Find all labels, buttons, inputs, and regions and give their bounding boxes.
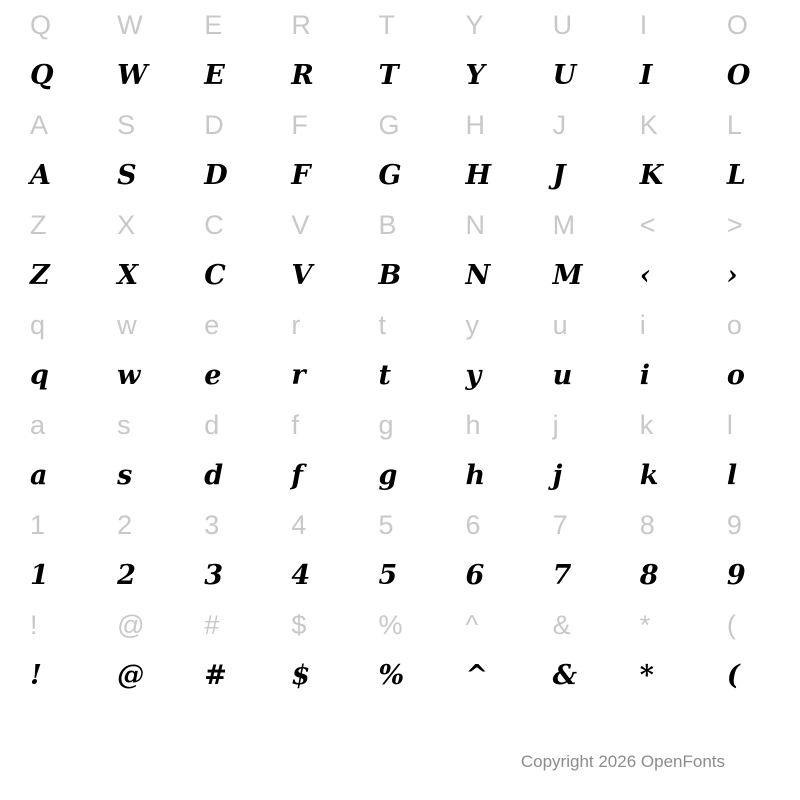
glyph-cell: d xyxy=(204,409,220,440)
glyph-cell: & xyxy=(552,659,578,691)
glyph-cell: 6 xyxy=(465,509,481,540)
glyph-cell: ^ xyxy=(465,659,489,691)
glyph-row xyxy=(0,600,800,650)
glyph-cell: H xyxy=(465,159,492,191)
glyph-cell: l xyxy=(726,459,738,491)
glyph-cell: # xyxy=(204,659,227,691)
glyph-cell: W xyxy=(117,9,143,40)
glyph-cell: f xyxy=(291,459,303,491)
glyph-cell: ‹ xyxy=(639,259,651,291)
glyph-row xyxy=(0,50,800,100)
glyph-row xyxy=(0,200,800,250)
glyph-cell: ( xyxy=(726,609,736,640)
glyph-cell: I xyxy=(639,9,648,40)
glyph-row xyxy=(0,450,800,500)
glyph-cell: F xyxy=(291,159,311,191)
glyph-cell: G xyxy=(378,159,402,191)
glyph-cell: O xyxy=(726,59,751,91)
glyph-cell: a xyxy=(30,459,48,491)
glyph-cell: f xyxy=(291,409,299,440)
glyph-cell: S xyxy=(117,109,136,140)
glyph-cell: y xyxy=(465,359,482,391)
glyph-cell: B xyxy=(378,209,397,240)
glyph-cell: Q xyxy=(30,9,52,40)
glyph-row xyxy=(0,150,800,200)
glyph-cell: 8 xyxy=(639,559,659,591)
glyph-cell: 4 xyxy=(291,509,307,540)
glyph-cell: O xyxy=(726,9,748,40)
glyph-cell: @ xyxy=(117,609,145,640)
glyph-cell: u xyxy=(552,359,573,391)
glyph-row xyxy=(0,400,800,450)
copyright-notice: Copyright 2026 OpenFonts xyxy=(520,752,725,771)
glyph-cell: 7 xyxy=(552,509,568,540)
glyph-cell: r xyxy=(291,359,306,391)
glyph-cell: t xyxy=(378,359,391,391)
glyph-cell: T xyxy=(378,59,399,91)
glyph-cell: 1 xyxy=(30,559,49,591)
glyph-cell: ^ xyxy=(465,609,479,640)
glyph-cell: h xyxy=(465,459,486,491)
glyph-cell: * xyxy=(639,659,654,691)
glyph-cell: u xyxy=(552,309,568,340)
glyph-cell: K xyxy=(639,109,658,140)
glyph-cell: t xyxy=(378,309,386,340)
glyph-cell: 6 xyxy=(465,559,485,591)
glyph-row xyxy=(0,0,800,50)
glyph-cell: 5 xyxy=(378,509,394,540)
glyph-cell: q xyxy=(30,359,49,391)
glyph-cell: C xyxy=(204,209,224,240)
glyph-cell: S xyxy=(117,159,137,191)
glyph-cell: E xyxy=(204,59,225,91)
glyph-cell: D xyxy=(204,109,224,140)
glyph-cell: i xyxy=(639,309,646,340)
glyph-cell: $ xyxy=(291,659,311,691)
glyph-cell: $ xyxy=(291,609,307,640)
glyph-cell: > xyxy=(726,209,743,240)
glyph-cell: M xyxy=(552,209,576,240)
glyph-cell: g xyxy=(378,459,398,491)
glyph-cell: w xyxy=(117,309,137,340)
glyph-cell: A xyxy=(30,109,49,140)
glyph-cell: L xyxy=(726,109,742,140)
glyph-cell: E xyxy=(204,9,223,40)
glyph-cell: r xyxy=(291,309,301,340)
glyph-cell: A xyxy=(30,159,51,191)
glyph-cell: 9 xyxy=(726,509,742,540)
glyph-cell: 7 xyxy=(552,559,572,591)
glyph-cell: d xyxy=(204,459,224,491)
glyph-cell: l xyxy=(726,409,733,440)
glyph-cell: M xyxy=(552,259,583,291)
glyph-cell: U xyxy=(552,59,577,91)
glyph-cell: Z xyxy=(30,209,47,240)
glyph-cell: w xyxy=(117,359,141,391)
glyph-cell: 9 xyxy=(726,559,746,591)
glyph-cell: e xyxy=(204,309,220,340)
glyph-cell: Z xyxy=(30,259,50,291)
glyph-cell: B xyxy=(378,259,402,291)
glyph-cell: & xyxy=(552,609,571,640)
glyph-cell: 3 xyxy=(204,509,220,540)
glyph-cell: e xyxy=(204,359,222,391)
glyph-cell: 4 xyxy=(291,559,311,591)
glyph-cell: N xyxy=(465,209,486,240)
glyph-cell: 8 xyxy=(639,509,655,540)
glyph-cell: 1 xyxy=(30,509,46,540)
glyph-cell: N xyxy=(465,259,491,291)
glyph-cell: I xyxy=(639,59,653,91)
glyph-cell: ( xyxy=(726,659,740,691)
glyph-row xyxy=(0,350,800,400)
glyph-cell: V xyxy=(291,209,310,240)
glyph-cell: ! xyxy=(30,659,42,691)
glyph-cell: < xyxy=(639,209,656,240)
glyph-cell: % xyxy=(378,609,403,640)
glyph-cell: k xyxy=(639,409,654,440)
glyph-cell: J xyxy=(552,109,567,140)
glyph-cell: R xyxy=(291,59,314,91)
glyph-cell: L xyxy=(726,159,746,191)
glyph-cell: @ xyxy=(117,659,145,691)
glyph-cell: G xyxy=(378,109,400,140)
glyph-cell: h xyxy=(465,409,481,440)
glyph-cell: D xyxy=(204,159,228,191)
glyph-cell: y xyxy=(465,309,480,340)
glyph-cell: % xyxy=(378,659,405,691)
glyph-cell: a xyxy=(30,409,46,440)
glyph-cell: ! xyxy=(30,609,38,640)
glyph-cell: j xyxy=(552,459,563,491)
glyph-cell: 5 xyxy=(378,559,398,591)
glyph-cell: C xyxy=(204,259,226,291)
glyph-cell: 2 xyxy=(117,509,133,540)
glyph-cell: s xyxy=(117,409,131,440)
glyph-row xyxy=(0,550,800,600)
glyph-row xyxy=(0,500,800,550)
glyph-cell: 3 xyxy=(204,559,224,591)
glyph-cell: k xyxy=(639,459,659,491)
glyph-cell: J xyxy=(552,159,566,191)
glyph-cell: g xyxy=(378,409,394,440)
glyph-row xyxy=(0,650,800,700)
glyph-cell: q xyxy=(30,309,46,340)
glyph-cell: › xyxy=(726,259,738,291)
glyph-cell: F xyxy=(291,109,308,140)
glyph-cell: s xyxy=(117,459,133,491)
glyph-cell: j xyxy=(552,409,559,440)
glyph-cell: X xyxy=(117,259,139,291)
glyph-cell: R xyxy=(291,9,311,40)
glyph-cell: Y xyxy=(465,59,485,91)
glyph-cell: V xyxy=(291,259,313,291)
glyph-cell: T xyxy=(378,9,395,40)
glyph-row xyxy=(0,100,800,150)
glyph-cell: X xyxy=(117,209,136,240)
glyph-cell: i xyxy=(639,359,651,391)
glyph-cell: U xyxy=(552,9,573,40)
glyph-cell: o xyxy=(726,309,742,340)
glyph-cell: # xyxy=(204,609,220,640)
glyph-cell: o xyxy=(726,359,745,391)
glyph-cell: 2 xyxy=(117,559,136,591)
glyph-cell: W xyxy=(117,59,148,91)
glyph-row xyxy=(0,300,800,350)
glyph-row xyxy=(0,250,800,300)
glyph-cell: Y xyxy=(465,9,484,40)
glyph-cell: Q xyxy=(30,59,54,91)
glyph-cell: H xyxy=(465,109,486,140)
glyph-cell: K xyxy=(639,159,664,191)
glyph-cell: * xyxy=(639,609,651,640)
